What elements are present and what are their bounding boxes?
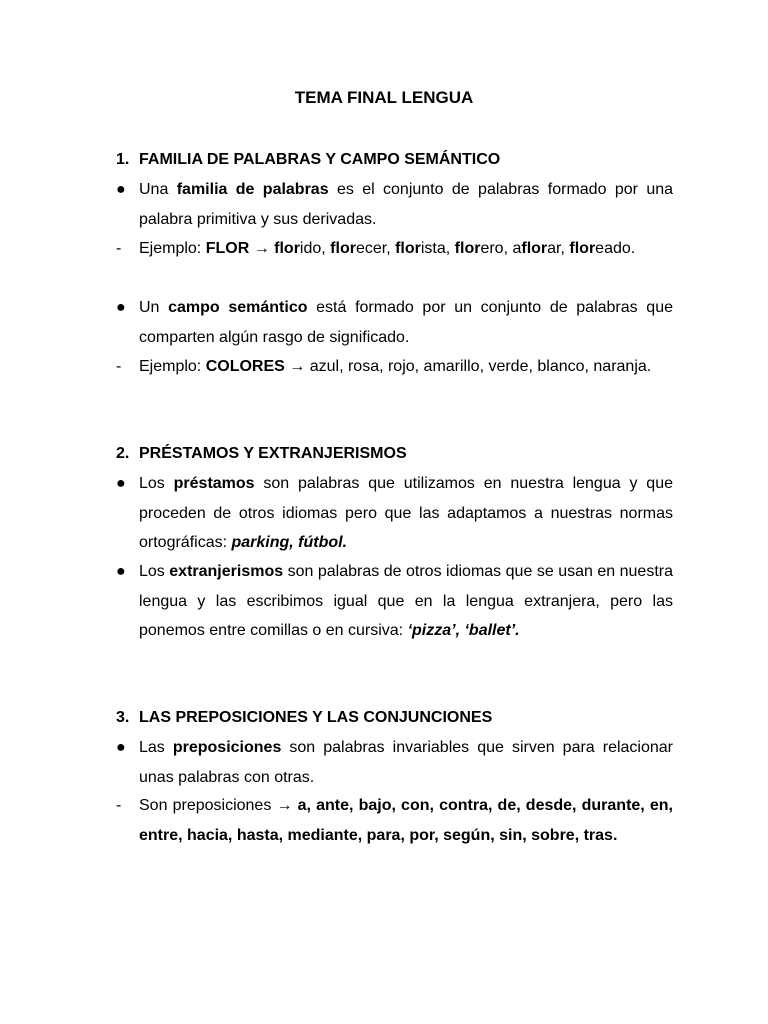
text-run-bold: flor: [274, 240, 300, 257]
text-run: Ejemplo:: [139, 240, 206, 257]
list-item: [116, 175, 676, 234]
item-text: [139, 352, 673, 382]
document-title: TEMA FINAL LENGUA: [294, 88, 474, 107]
text-run: →: [249, 240, 275, 257]
text-run: Los: [139, 563, 170, 580]
text-run: Un: [139, 299, 169, 316]
dash-marker: -: [116, 358, 122, 375]
text-run: Una: [139, 181, 177, 198]
bullet-marker: ●: [116, 181, 126, 198]
bullet-marker: ●: [116, 475, 126, 492]
text-run-bold: a, ante, bajo, con, contra, de, desde, durante, en, entre, hacia, hasta, mediante, para, por, según, sin, sobre, tras.: [139, 797, 674, 844]
list-item: [116, 733, 676, 792]
text-run-bold: preposiciones: [172, 739, 282, 756]
item-text: [139, 557, 673, 646]
bullet-marker: ●: [116, 563, 126, 580]
section-heading-1: [116, 146, 676, 174]
text-run: ido,: [299, 240, 331, 257]
text-run-bold: campo semántico: [168, 299, 308, 316]
text-run-bold: flor: [395, 240, 421, 257]
text-run: son palabras de otros idiomas que se usan en nuestra lengua y las escribimos igual que en la lengua extranjera, pero las ponemos entre comillas o en cursiva:: [139, 563, 674, 639]
list-item: [116, 469, 676, 558]
list-item: [116, 791, 676, 850]
text-run-bold: flor: [569, 240, 596, 257]
text-run-bold: extranjerismos: [169, 563, 284, 580]
dash-marker: -: [116, 240, 122, 257]
text-run-bold: flor: [330, 240, 356, 257]
list-item: [116, 293, 676, 352]
text-run-bold: familia de palabras: [176, 181, 329, 198]
item-text: [139, 293, 673, 352]
text-run-bold: flor: [454, 240, 481, 257]
text-run: Ejemplo:: [139, 358, 206, 375]
text-run: es el conjunto de palabras formado por una palabra primitiva y sus derivadas.: [139, 181, 674, 228]
text-run: ista,: [420, 240, 455, 257]
section-number: 3.: [116, 709, 130, 726]
text-run: → azul, rosa, rojo, amarillo, verde, blanco, naranja.: [284, 358, 652, 375]
text-run: eado.: [595, 240, 636, 257]
bullet-marker: ●: [116, 739, 126, 756]
text-run-bold-italic: ‘pizza’, ‘ballet’.: [407, 622, 520, 639]
text-run: ar,: [547, 240, 570, 257]
item-text: [139, 234, 673, 264]
text-run: Son preposiciones →: [139, 797, 298, 814]
text-run: ero, a: [480, 240, 522, 257]
dash-marker: -: [116, 797, 122, 814]
text-run: son palabras invariables que sirven para relacionar unas palabras con otras.: [139, 739, 673, 786]
list-item: [116, 352, 676, 382]
list-item: [116, 557, 676, 646]
bullet-marker: ●: [116, 299, 126, 316]
text-run: son palabras que utilizamos en nuestra lengua y que proceden de otros idiomas pero que las adaptamos a nuestras normas ortográficas:: [139, 475, 673, 551]
text-run-bold: préstamos: [173, 475, 255, 492]
text-run: ecer,: [355, 240, 396, 257]
text-run-bold: flor: [521, 240, 548, 257]
text-run: Las: [139, 739, 173, 756]
text-run-bold: FLOR: [205, 240, 250, 257]
section-heading-2: [116, 440, 676, 468]
text-run-bold-italic: parking, fútbol.: [231, 534, 348, 551]
item-text: [139, 791, 673, 850]
section-number: 2.: [116, 445, 130, 462]
item-text: [139, 175, 673, 234]
text-run: está formado por un conjunto de palabras que comparten algún rasgo de significado.: [139, 299, 674, 346]
section-title: LAS PREPOSICIONES Y LAS CONJUNCIONES: [139, 709, 493, 726]
section-heading-3: [116, 704, 676, 732]
section-title: PRÉSTAMOS Y EXTRANJERISMOS: [139, 445, 407, 462]
item-text: [139, 469, 673, 558]
list-item: [116, 234, 676, 264]
text-run: Los: [139, 475, 174, 492]
section-title: FAMILIA DE PALABRAS Y CAMPO SEMÁNTICO: [139, 151, 501, 168]
section-number: 1.: [116, 151, 130, 168]
text-run-bold: COLORES: [205, 358, 285, 375]
item-text: [139, 733, 673, 792]
